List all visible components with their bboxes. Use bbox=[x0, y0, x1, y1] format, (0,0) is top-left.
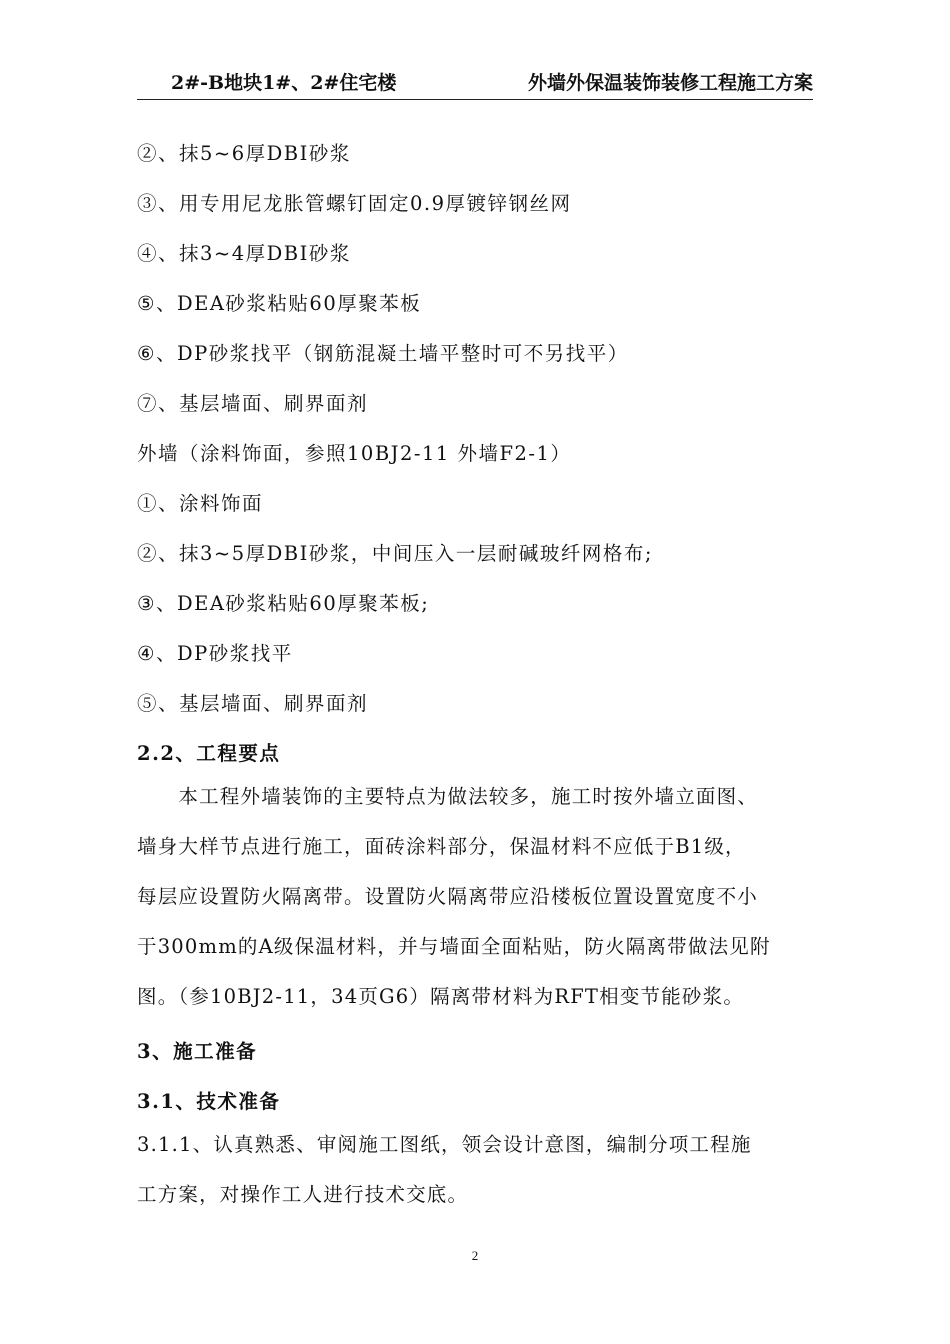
list-item: ③、用专用尼龙胀管螺钉固定0.9厚镀锌钢丝网 bbox=[137, 192, 572, 215]
paragraph-row: 本工程外墙装饰的主要特点为做法较多，施工时按外墙立面图、 bbox=[137, 785, 759, 808]
list-item: ③、DEA砂浆粘贴60厚聚苯板; bbox=[137, 592, 430, 615]
paragraph-row: 墙身大样节点进行施工，面砖涂料部分，保温材料不应低于B1级， bbox=[137, 835, 746, 858]
paragraph-row: 工方案，对操作工人进行技术交底。 bbox=[137, 1183, 469, 1206]
paragraph-row: 每层应设置防火隔离带。设置防火隔离带应沿楼板位置设置宽度不小 bbox=[137, 885, 759, 908]
wall-type-title: 外墙（涂料饰面，参照10BJ2-11 外墙F2-1） bbox=[137, 442, 572, 465]
list-item: ②、抹3~5厚DBI砂浆，中间压入一层耐碱玻纤网格布; bbox=[137, 542, 653, 565]
list-item: ⑤、基层墙面、刷界面剂 bbox=[137, 692, 369, 715]
paragraph-row: 于300mm的A级保温材料，并与墙面全面粘贴，防火隔离带做法见附 bbox=[137, 935, 771, 958]
paragraph-row: 3.1.1、认真熟悉、审阅施工图纸，领会设计意图，编制分项工程施 bbox=[137, 1133, 752, 1156]
section-3-1-paragraph bbox=[137, 1120, 815, 1220]
paragraph-row: 图。（参10BJ2-11，34页G6）隔离带材料为RFT相变节能砂浆。 bbox=[137, 985, 745, 1008]
section-heading-3-1: 3.1、技术准备 bbox=[137, 1090, 281, 1113]
list-item: ⑦、基层墙面、刷界面剂 bbox=[137, 392, 369, 415]
page-header bbox=[0, 68, 950, 94]
header-project-name: 2#-B地块1#、2#住宅楼 bbox=[171, 72, 397, 94]
header-divider bbox=[137, 99, 813, 100]
list-item: ①、涂料饰面 bbox=[137, 492, 264, 515]
header-document-title: 外墙外保温装饰装修工程施工方案 bbox=[528, 72, 814, 94]
list-item: ④、抹3~4厚DBI砂浆 bbox=[137, 242, 351, 265]
page-number: 2 bbox=[471, 1248, 479, 1263]
list-item: ②、抹5~6厚DBI砂浆 bbox=[137, 142, 351, 165]
section-heading-2-2: 2.2、工程要点 bbox=[137, 742, 281, 765]
list-item: ④、DP砂浆找平 bbox=[137, 642, 293, 665]
section-heading-3: 3、施工准备 bbox=[137, 1040, 258, 1063]
section-2-2-paragraph bbox=[137, 772, 815, 1022]
list-item: ⑤、DEA砂浆粘贴60厚聚苯板 bbox=[137, 292, 422, 315]
list-item: ⑥、DP砂浆找平（钢筋混凝土墙平整时可不另找平） bbox=[137, 342, 629, 365]
